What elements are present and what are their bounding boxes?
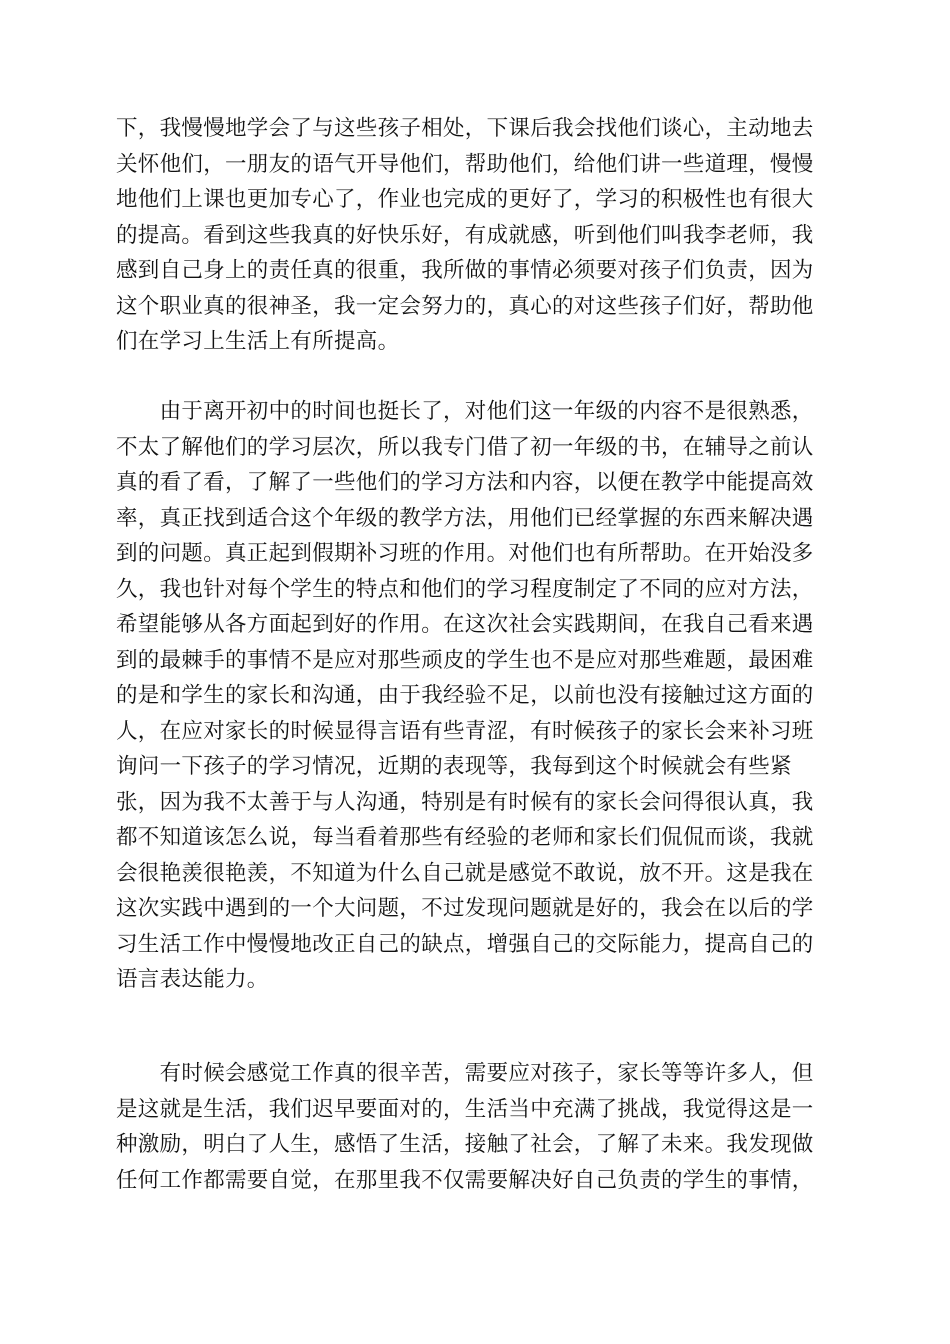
text-line: 不太了解他们的学习层次，所以我专门借了初一年级的书，在辅导之前认 [116,434,814,460]
text-line: 由于离开初中的时间也挺长了，对他们这一年级的内容不是很熟悉， [116,399,814,424]
text-line: 这个职业真的很神圣，我一定会努力的，真心的对这些孩子们好，帮助他 [116,293,814,319]
text-line: 张，因为我不太善于与人沟通，特别是有时候有的家长会问得很认真，我 [116,789,814,815]
text-line: 的是和学生的家长和沟通，由于我经验不足，以前也没有接触过这方面的 [116,683,814,708]
text-line: 会很艳羡很艳羡，不知道为什么自己就是感觉不敢说，放不开。这是我在 [116,860,814,886]
paragraph-2 [116,394,836,998]
text-line: 有时候会感觉工作真的很辛苦，需要应对孩子，家长等等许多人，但 [116,1061,814,1086]
paragraph-1 [116,111,836,360]
text-line: 久，我也针对每个学生的特点和他们的学习程度制定了不同的应对方法， [116,576,814,602]
text-line: 种激励，明白了人生，感悟了生活，接触了社会，了解了未来。我发现做 [116,1132,814,1157]
text-line: 都不知道该怎么说，每当看着那些有经验的老师和家长们侃侃而谈，我就 [116,825,814,850]
text-line: 询问一下孩子的学习情况，近期的表现等，我每到这个时候就会有些紧 [116,754,792,779]
text-line: 真的看了看，了解了一些他们的学习方法和内容，以便在教学中能提高效 [116,470,814,495]
text-line: 关怀他们，一朋友的语气开导他们，帮助他们，给他们讲一些道理，慢慢 [116,151,814,177]
text-line: 感到自己身上的责任真的很重，我所做的事情必须要对孩子们负责，因为 [116,258,814,283]
text-line: 到的最棘手的事情不是应对那些顽皮的学生也不是应对那些难题，最困难 [116,647,814,673]
text-line: 这次实践中遇到的一个大问题，不过发现问题就是好的，我会在以后的学 [116,896,814,921]
text-line: 人，在应对家长的时候显得言语有些青涩，有时候孩子的家长会来补习班 [116,718,814,744]
text-line: 下，我慢慢地学会了与这些孩子相处，下课后我会找他们谈心，主动地去 [116,116,814,141]
text-line: 语言表达能力。 [116,967,269,992]
text-line: 任何工作都需要自觉，在那里我不仅需要解决好自己负责的学生的事情， [116,1167,814,1193]
text-line: 是这就是生活，我们迟早要面对的，生活当中充满了挑战，我觉得这是一 [116,1096,814,1122]
text-line: 习生活工作中慢慢地改正自己的缺点，增强自己的交际能力，提高自己的 [116,931,814,957]
text-line: 地他们上课也更加专心了，作业也完成的更好了，学习的积极性也有很大 [116,187,814,212]
paragraph-3 [116,1056,836,1198]
text-line: 希望能够从各方面起到好的作用。在这次社会实践期间，在我自己看来遇 [116,612,814,637]
text-line: 率，真正找到适合这个年级的教学方法，用他们已经掌握的东西来解决遇 [116,505,814,531]
text-line: 的提高。看到这些我真的好快乐好，有成就感，听到他们叫我李老师，我 [116,222,814,248]
text-line: 到的问题。真正起到假期补习班的作用。对他们也有所帮助。在开始没多 [116,541,814,566]
text-line: 们在学习上生活上有所提高。 [116,329,400,354]
